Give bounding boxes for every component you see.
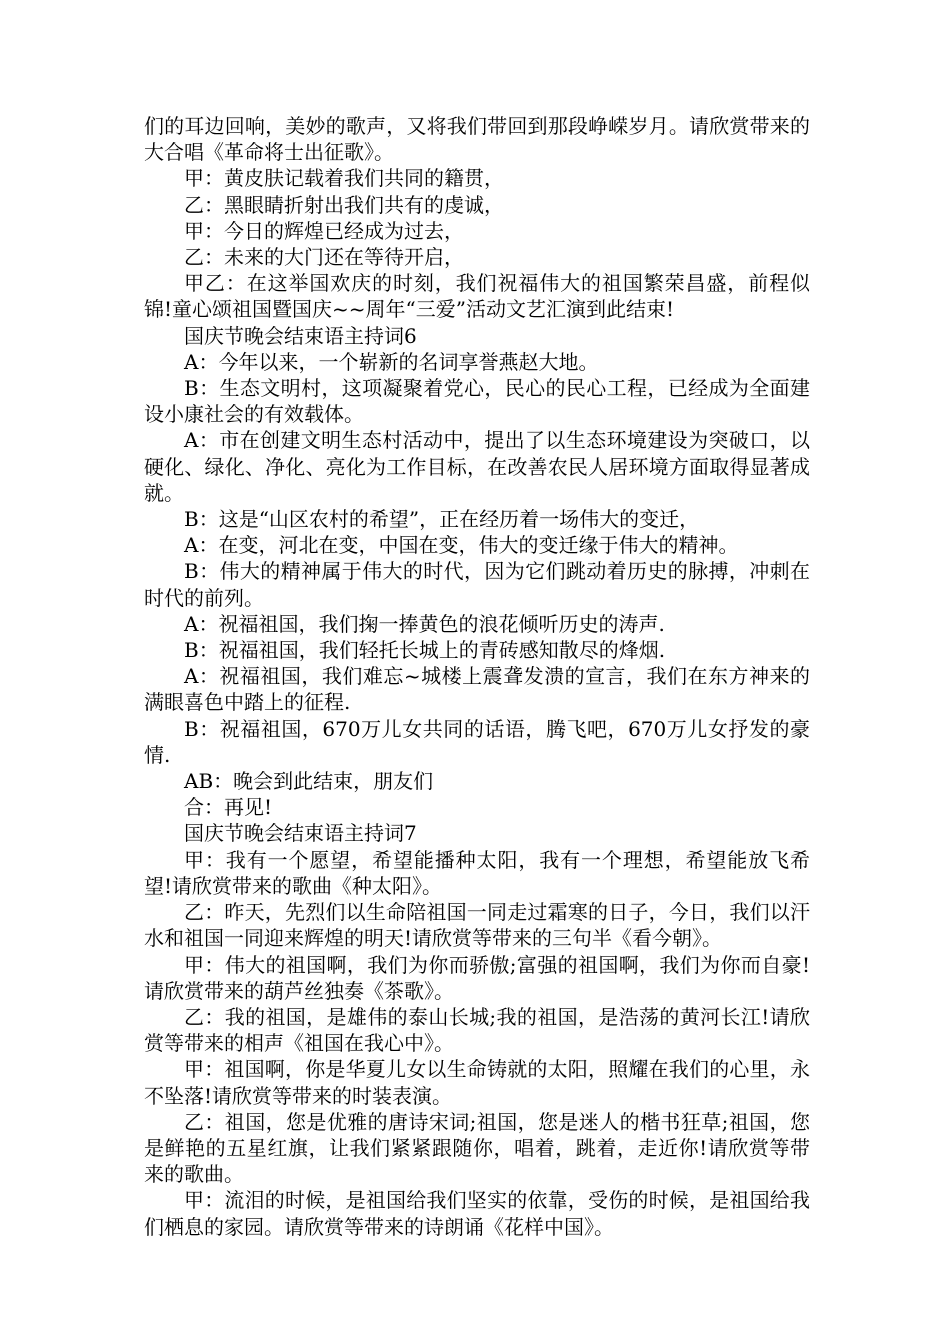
paragraph: B：祝福祖国，我们轻托长城上的青砖感知散尽的烽烟. bbox=[184, 638, 666, 663]
paragraph: A：祝福祖国，我们掬一捧黄色的浪花倾听历史的涛声. bbox=[184, 611, 665, 636]
paragraph: A：在变，河北在变，中国在变，伟大的变迁缘于伟大的精神。 bbox=[184, 533, 739, 558]
section-heading: 国庆节晚会结束语主持词7 bbox=[184, 821, 417, 846]
paragraph: 乙：我的祖国，是雄伟的泰山长城;我的祖国，是浩荡的黄河长江!请欣赏等带来的相声《祖国在我心中》。 bbox=[144, 1004, 810, 1056]
paragraph: 甲：祖国啊，你是华夏儿女以生命铸就的太阳，照耀在我们的心里，永不坠落!请欣赏等带来的时装表演。 bbox=[144, 1057, 810, 1108]
document-body bbox=[144, 113, 810, 1240]
paragraph: 乙：未来的大门还在等待开启， bbox=[184, 245, 464, 270]
paragraph: A：今年以来，一个崭新的名词享誉燕赵大地。 bbox=[184, 349, 599, 374]
paragraph: 甲：今日的辉煌已经成为过去， bbox=[184, 218, 464, 243]
paragraph: 甲：黄皮肤记载着我们共同的籍贯， bbox=[184, 166, 504, 191]
paragraph: 甲：流泪的时候，是祖国给我们坚实的依靠，受伤的时候，是祖国给我们栖息的家园。请欣赏等带来的诗朗诵《花样中国》。 bbox=[144, 1188, 810, 1239]
paragraph: 甲：我有一个愿望，希望能播种太阳，我有一个理想，希望能放飞希望!请欣赏带来的歌曲《种太阳》。 bbox=[144, 847, 810, 898]
paragraph: 甲：伟大的祖国啊，我们为你而骄傲;富强的祖国啊，我们为你而自豪!请欣赏带来的葫芦丝独奏《茶歌》。 bbox=[144, 952, 810, 1003]
paragraph: B：生态文明村，这项凝聚着党心，民心的民心工程，已经成为全面建设小康社会的有效载体。 bbox=[144, 376, 810, 427]
paragraph: 乙：祖国，您是优雅的唐诗宋词;祖国，您是迷人的楷书狂草;祖国，您是鲜艳的五星红旗，让我们紧紧跟随你，唱着，跳着，走近你!请欣赏等带来的歌曲。 bbox=[144, 1109, 810, 1187]
paragraph: 甲乙：在这举国欢庆的时刻，我们祝福伟大的祖国繁荣昌盛，前程似锦!童心颂祖国暨国庆~~周年“三爱”活动文艺汇演到此结束! bbox=[144, 271, 810, 322]
paragraph: B：这是“山区农村的希望”，正在经历着一场伟大的变迁， bbox=[184, 507, 700, 532]
paragraph-continuation: 们的耳边回响，美妙的歌声，又将我们带回到那段峥嵘岁月。请欣赏带来的大合唱《革命将士出征歌》。 bbox=[144, 114, 810, 165]
paragraph: B：祝福祖国，670万儿女共同的话语，腾飞吧，670万儿女抒发的豪情. bbox=[144, 716, 810, 767]
paragraph: A：市在创建文明生态村活动中，提出了以生态环境建设为突破口，以硬化、绿化、净化、亮化为工作目标，在改善农民人居环境方面取得显著成就。 bbox=[144, 428, 810, 505]
paragraph: 乙：昨天，先烈们以生命陪祖国一同走过霜寒的日子，今日，我们以汗水和祖国一同迎来辉煌的明天!请欣赏等带来的三句半《看今朝》。 bbox=[144, 900, 810, 951]
paragraph: 合：再见! bbox=[184, 795, 273, 820]
paragraph: B：伟大的精神属于伟大的时代，因为它们跳动着历史的脉搏，冲刺在时代的前列。 bbox=[144, 559, 810, 610]
paragraph: A：祝福祖国，我们难忘~城楼上震聋发溃的宣言，我们在东方神来的满眼喜色中踏上的征程. bbox=[144, 664, 810, 715]
paragraph: 乙：黑眼睛折射出我们共有的虔诚， bbox=[184, 192, 504, 217]
section-heading: 国庆节晚会结束语主持词6 bbox=[184, 323, 417, 348]
paragraph: AB：晚会到此结束，朋友们 bbox=[184, 769, 434, 794]
